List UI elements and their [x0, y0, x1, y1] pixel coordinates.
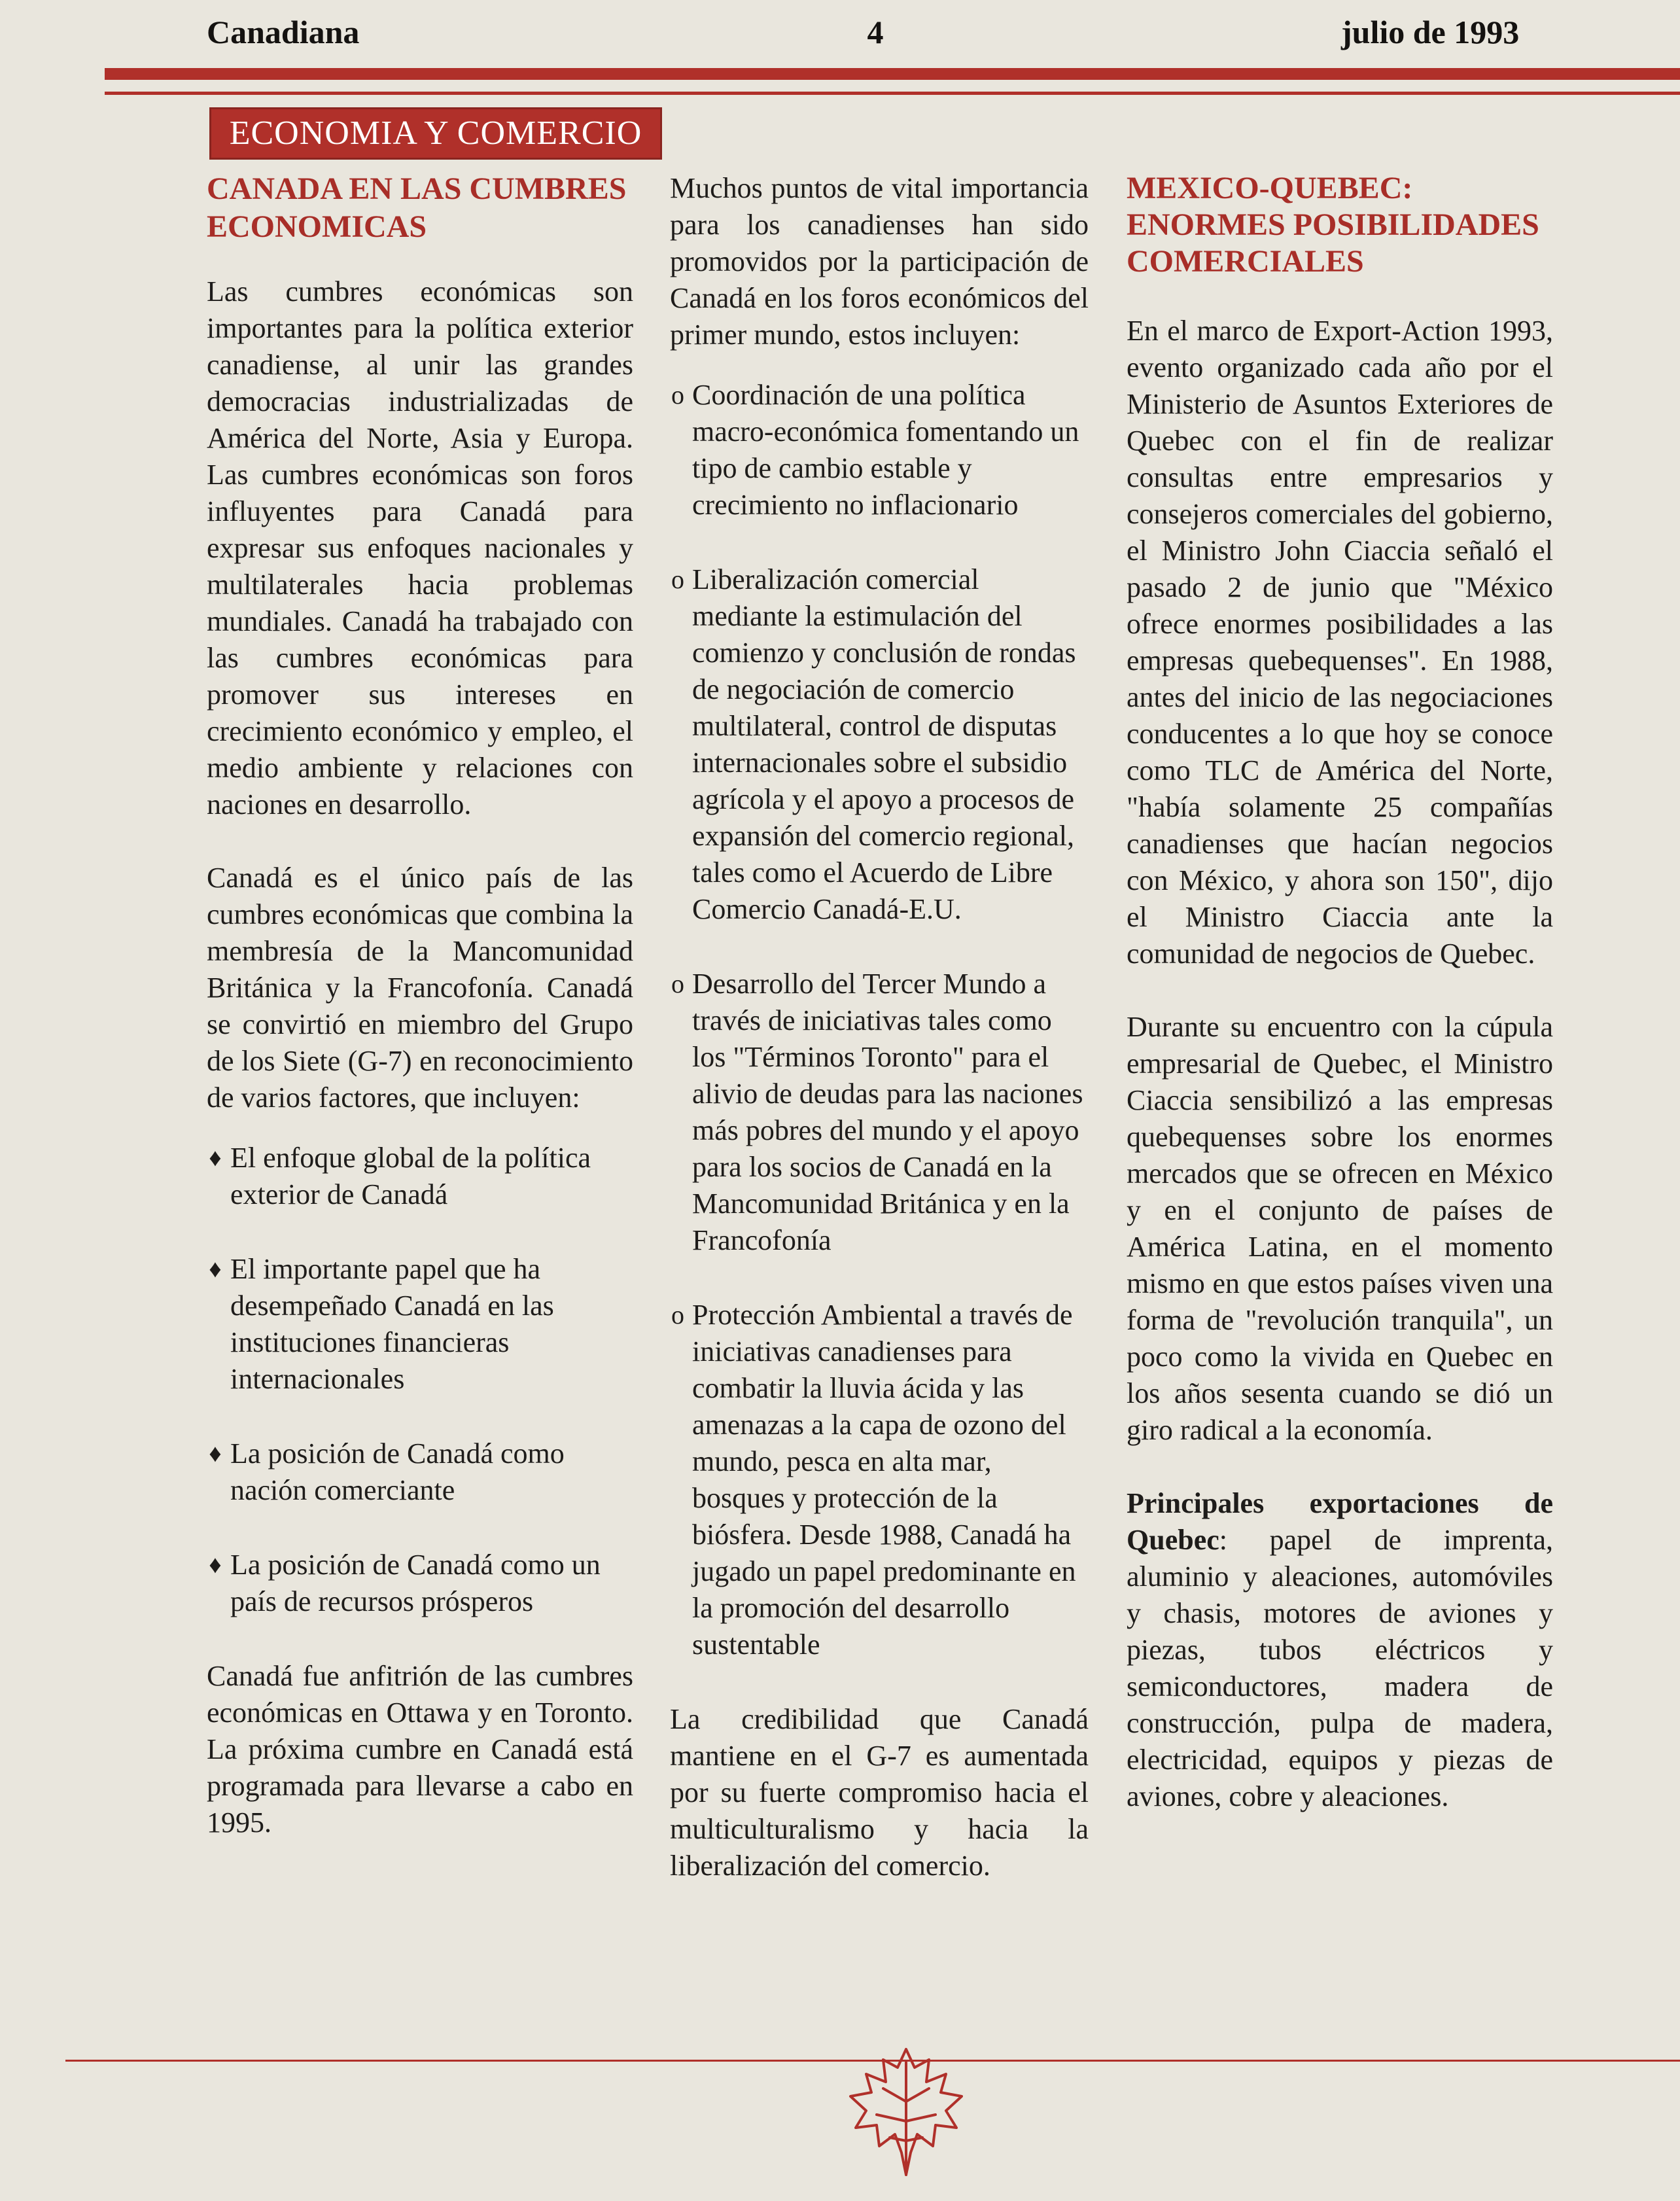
bullet-item — [207, 1547, 633, 1620]
article-cumbres-economicas — [207, 170, 633, 1841]
section-label: ECONOMIA Y COMERCIO — [209, 107, 662, 160]
bullet-text: El enfoque global de la política exterior de Canadá — [230, 1142, 591, 1210]
article-paragraph: Canadá es el único país de las cumbres económicas que combina la membresía de la Mancomunidad Británica y la Francofonía. Canadá se convirtió en miembro del Grupo de los Siete (G-7) en reconocimiento de varios factores, que incluyen: — [207, 862, 633, 1114]
diamond-bullet-icon: ♦ — [209, 1440, 222, 1468]
bullet-text: La posición de Canadá como nación comerciante — [230, 1437, 565, 1506]
article-paragraph: La credibilidad que Canadá mantiene en el G-7 es aumentada por su fuerte compromiso hacia el multiculturalismo y hacia la liberalización del comercio. — [670, 1703, 1089, 1882]
article-title: MEXICO-QUEBEC: ENORMES POSIBILIDADES COMERCIALES — [1127, 171, 1539, 279]
exports-text: : papel de imprenta, aluminio y aleaciones, automóviles y chasis, motores de aviones y piezas, tubos eléctricos y semiconductores, madera de construcción, pulpa de madera, electricidad, equipos y piezas de aviones, cobre y aleaciones. — [1127, 1524, 1553, 1812]
article-paragraph: Las cumbres económicas son importantes para la política exterior canadiense, al unir las grandes democracias industrializadas de América del Norte, Asia y Europa. Las cumbres económicas son foros influyentes para Canadá para expresar sus enfoques nacionales y multilaterales hacia problemas mundiales. Canadá ha trabajado con las cumbres económicas para promover sus intereses en crecimiento económico y empleo, el medio ambiente y relaciones con naciones en desarrollo. — [207, 275, 633, 820]
publication-name: Canadiana — [207, 14, 360, 50]
exports-label: Principales exportaciones de Quebec — [1127, 1487, 1553, 1556]
page-number: 4 — [867, 14, 884, 50]
issue-date: julio de 1993 — [1341, 14, 1520, 50]
exports-paragraph — [1127, 1485, 1553, 1815]
circle-bullet-icon: o — [671, 1300, 684, 1329]
list-item — [670, 1297, 1089, 1663]
list-item — [670, 561, 1089, 928]
list-item-text: Protección Ambiental a través de iniciativas canadienses para combatir la lluvia ácida y las amenazas a la capa de ozono del mundo, pesca en alta mar, bosques y protección de la biósfera. Desde 1988, Canadá ha jugado un papel predominante en la promoción del desarrollo sustentable — [692, 1299, 1076, 1661]
article-title: CANADA EN LAS CUMBRES ECONOMICAS — [207, 171, 627, 244]
list-item-text: Coordinación de una política macro-económica fomentando un tipo de cambio estable y crecimiento no inflacionario — [692, 379, 1079, 521]
diamond-bullet-icon: ♦ — [209, 1256, 222, 1283]
article-paragraph: Canadá fue anfitrión de las cumbres económicas en Ottawa y en Toronto. La próxima cumbre en Canadá está programada para llevarse a cabo en 1995. — [207, 1660, 633, 1839]
article-paragraph: En el marco de Export-Action 1993, evento organizado cada año por el Ministerio de Asuntos Exteriores de Quebec con el fin de realizar consultas entre empresarios y consejeros comerciales del gobierno, el Ministro John Ciaccia señaló el pasado 2 de junio que "México ofrece enormes posibilidades a las empresas quebequenses". En 1988, antes del inicio de las negociaciones conducentes a lo que hoy se conoce como TLC de América del Norte, "había solamente 25 compañías canadienses que hacían negocios con México, y ahora son 150", dijo el Ministro Ciaccia ante la comunidad de negocios de Quebec. — [1127, 315, 1553, 970]
bullet-item — [207, 1140, 633, 1213]
circle-bullet-icon: o — [671, 969, 684, 998]
header-rule-thin — [105, 92, 1680, 95]
article-mexico-quebec — [1127, 170, 1553, 1815]
list-item-text: Liberalización comercial mediante la estimulación del comienzo y conclusión de rondas de negociación de comercio multilateral, control de disputas internacionales sobre el subsidio agrícola y el apoyo a procesos de expansión del comercio regional, tales como el Acuerdo de Libre Comercio Canadá-E.U. — [692, 563, 1076, 925]
article-paragraph: Muchos puntos de vital importancia para los canadienses han sido promovidos por la participación de Canadá en los foros económicos del primer mundo, estos incluyen: — [670, 172, 1089, 351]
circle-bullet-icon: o — [671, 565, 684, 594]
diamond-bullet-icon: ♦ — [209, 1551, 222, 1579]
list-item — [670, 377, 1089, 523]
bullet-text: El importante papel que ha desempeñado Canadá en las instituciones financieras internacionales — [230, 1253, 554, 1395]
list-item — [670, 966, 1089, 1259]
maple-leaf-icon — [831, 2036, 981, 2187]
article-continuation — [670, 170, 1089, 1884]
header-rule-thick — [105, 68, 1680, 80]
bullet-item — [207, 1251, 633, 1398]
diamond-bullet-icon: ♦ — [209, 1144, 222, 1172]
circle-bullet-icon: o — [671, 380, 684, 410]
list-item-text: Desarrollo del Tercer Mundo a través de iniciativas tales como los "Términos Toronto" para el alivio de deudas para las naciones más pobres del mundo y el apoyo para los socios de Canadá en la Mancomunidad Británica y en la Francofonía — [692, 968, 1083, 1256]
article-paragraph: Durante su encuentro con la cúpula empresarial de Quebec, el Ministro Ciaccia sensibilizó a las empresas quebequenses sobre los enormes mercados que se ofrecen en México y en el conjunto de países de América Latina, en el momento mismo en que estos países viven una forma de "revolución tranquila", un poco como la vivida en Quebec en los años sesenta cuando se dió un giro radical a la economía. — [1127, 1011, 1553, 1446]
bullet-text: La posición de Canadá como un país de recursos prósperos — [230, 1549, 601, 1617]
bullet-item — [207, 1435, 633, 1509]
